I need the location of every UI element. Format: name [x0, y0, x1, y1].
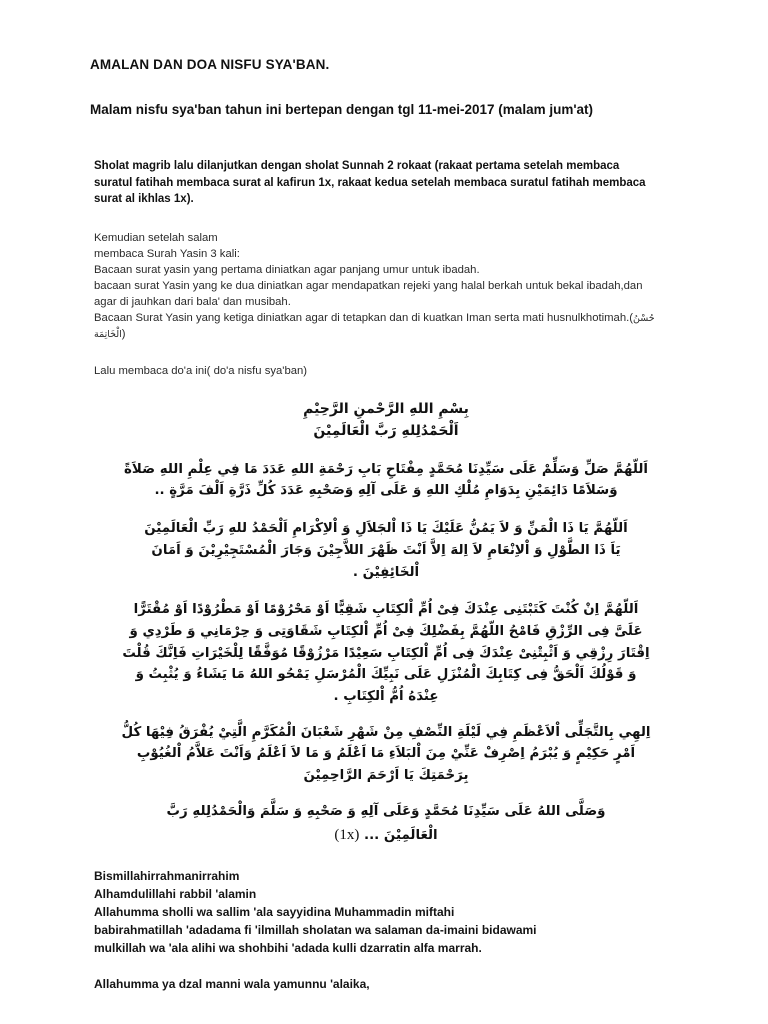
translit-line-1: Bismillahirrahmanirrahim — [94, 868, 240, 883]
arabic-block3-line2: عَلَىَّ فِى الرِّزْقِ فَامْحُ اللّهُمَّ بِفَضْلِكَ فِىْ اُمِّ اْلكِتَابِ شَقَاوَتِى وَ حِرْمَانِي وَ طَرْدِي وَ — [129, 623, 643, 639]
husnulkhotimah-arabic: حُسْنُ الْخَاتِمَة — [94, 313, 658, 341]
translit-line-4: babirahmatillah 'adadama fi 'ilmillah sholatan wa salaman da-imaini bidawami — [94, 922, 537, 937]
arabic-block4-line3: بِرَحْمَتِكَ يَا اَرْحَمَ الرَّاحِمِيْنَ — [303, 768, 469, 784]
note-line-5-prefix: Bacaan Surat Yasin yang ketiga diniatkan agar di tetapkan dan di kuatkan Iman serta mati husnulkhotimah.( — [94, 312, 634, 325]
arabic-hamdalah: اَلْحَمْدُلِلهِ رَبَّ الْعَالَمِيْنَ — [313, 423, 459, 440]
sholat-instruction-paragraph: Sholat magrib lalu dilanjutkan dengan sholat Sunnah 2 rokaat (rakaat pertama setelah membaca suratul fatihah membaca surat al kafirun 1x, rakaat kedua setelah membaca suratul fatihah membaca surat al ikhlas 1x). — [94, 160, 646, 206]
arabic-doa-block-3 — [90, 599, 682, 708]
transliteration-closing-line: Allahumma ya dzal manni wala yamunnu 'alaika, — [94, 976, 370, 991]
doa-lead-line: Lalu membaca do'a ini( do'a nisfu sya'ban) — [94, 365, 308, 378]
note-line-5 — [94, 310, 664, 342]
arabic-basmalah: بِسْمِ اللهِ الرَّحْمنِ الرَّحِيْمِ — [303, 401, 469, 418]
note-line-2: membaca Surah Yasin 3 kali: — [94, 248, 240, 261]
arabic-block1-line2: وَسَلاَمًا دَائِمَيْنِ بِدَوَامِ مُلْكِ اللهِ وَ عَلَى آلِهِ وَصَحْبِهِ عَدَدَ كُلِّ ذَرَّةِ اَلْفَ مَرَّةٍ .. — [154, 483, 618, 499]
arabic-sholawat-block — [90, 459, 682, 502]
transliteration-block — [94, 867, 669, 957]
page-title: AMALAN DAN DOA NISFU SYA'BAN. — [90, 57, 330, 72]
arabic-block3-line5: عِنْدَهُ اُمُّ اْلكِتَابِ . — [333, 689, 439, 705]
arabic-block2-line3: اْلخَائِفِيْنَ . — [352, 564, 420, 580]
translit-line-5: mulkillah wa 'ala alihi wa shohbihi 'adada kulli dzarratin alfa marrah. — [94, 940, 482, 955]
note-line-5-suffix: ) — [121, 328, 126, 341]
translit-line-3: Allahumma sholli wa sallim 'ala sayyidina Muhammadin miftahi — [94, 904, 455, 919]
recitation-count-badge: (1x) — [334, 826, 360, 843]
arabic-block4-line1: اِلهِي بِالتَّجَلِّى اْلاَعْظَمِ فِي لَيْلَةِ النِّصْفِ مِنْ شَهْرِ شَعْبَانَ الْمُكَرَّمِ الَّتِيْ يُفْرَقُ فِيْهَا كُلُّ — [121, 724, 651, 740]
yasin-notes-block — [94, 230, 664, 342]
translit-line-2: Alhamdulillahi rabbil 'alamin — [94, 886, 257, 901]
arabic-block5-line2-text: الْعَالَمِيْنَ ... — [364, 827, 438, 843]
arabic-block3-line3: اِقْتَارَ رِزْقِي وَ اَثْبِتْنِىْ عِنْدَكَ فِى اُمِّ اْلكِتَابِ سَعِيْدًا مَرْزُوْقًا مُوَفَّقًا لِلْخَيْرَاتِ فَاِنَّكَ قُلْتَ — [122, 645, 650, 661]
arabic-block2-line2: يَاَ ذَا الطَّوْلِ وَ اْلاِنْعَامِ لاَ اِلهَ اِلاَّ اَنْتَ ظَهْرَ اللاَّجِيْنَ وَجَارَ الْمُسْتَجِيْرِيْنَ وَ اَمَانَ — [151, 542, 621, 558]
arabic-block3-line1: اَللّهُمَّ اِنْ كُنْتَ كَتَبْتَنِى عِنْدَكَ فِىْ اُمِّ اْلكِتَابِ شَقِيًّا اَوْ مَحْرُوْمًا اَوْ مَطْرُوْدًا اَوْ مُقْتَرًّا — [133, 602, 639, 618]
arabic-closing-sholawat-block — [90, 801, 682, 847]
note-line-4: bacaan surat Yasin yang ke dua diniatkan agar mendapatkan rejeki yang halal berkah untuk bekal ibadah,dan agar di jauhkan dari bala' dan musibah. — [94, 280, 646, 309]
arabic-block4-line2: اَمْرٍ حَكِيْمٍ وَ يُبْرَمُ اِصْرِفْ عَنِّيْ مِنَ اْلبَلاَءِ مَا اَعْلَمُ وَ مَا لاَ اَعْلَمُ وَاَنْتَ عَلاَّمُ اْلغُيُوْبِ — [136, 746, 636, 762]
arabic-doa-block-4 — [90, 722, 682, 787]
note-line-3: Bacaan surat yasin yang pertama diniatkan agar panjang umur untuk ibadah. — [94, 264, 480, 277]
arabic-doa-block-2 — [90, 518, 682, 583]
note-line-1: Kemudian setelah salam — [94, 232, 218, 245]
arabic-block2-line1: اَللّهُمَّ يَا ذَا الْمَنِّ وَ لاَ يَمُنُّ عَلَيْكَ يَا ذَا اْلجَلاَلِ وَ اْلاِكْرَامِ اَلْحَمْدُ للهِ رَبِّ الْعَالَمِيْنَ — [144, 521, 628, 537]
document-subtitle: Malam nisfu sya'ban tahun ini bertepan dengan tgl 11-mei-2017 (malam jum'at) — [90, 101, 594, 117]
arabic-block3-line4: وَ قَوْلُكَ اَلْحَقُّ فِى كِتَابِكَ الْمُنْزَلِ عَلَى نَبِيِّكَ الْمُرْسَلِ يَمْحُو اللهُ مَا يَشَاءُ وَ يُثْبِتُ وَ — [135, 667, 637, 683]
arabic-block1-line1: اَللّهُمَّ صَلِّ وَسَلِّمْ عَلَى سَيِّدِنَا مُحَمَّدٍ مِفْتَاحِ بَابِ رَحْمَةِ اللهِ عَدَدَ مَا فِي عِلْمِ اللهِ صَلاَةً — [124, 461, 648, 477]
arabic-basmalah-block — [90, 399, 682, 442]
arabic-block5-line1: وَصَلَّى اللهُ عَلَى سَيِّدِنَا مُحَمَّدٍ وَعَلَى آلِهِ وَ صَحْبِهِ وَ سَلَّمَ وَالْحَمْدُلِلهِ رَبَّ — [166, 803, 606, 819]
arabic-block5-line2 — [92, 823, 680, 847]
